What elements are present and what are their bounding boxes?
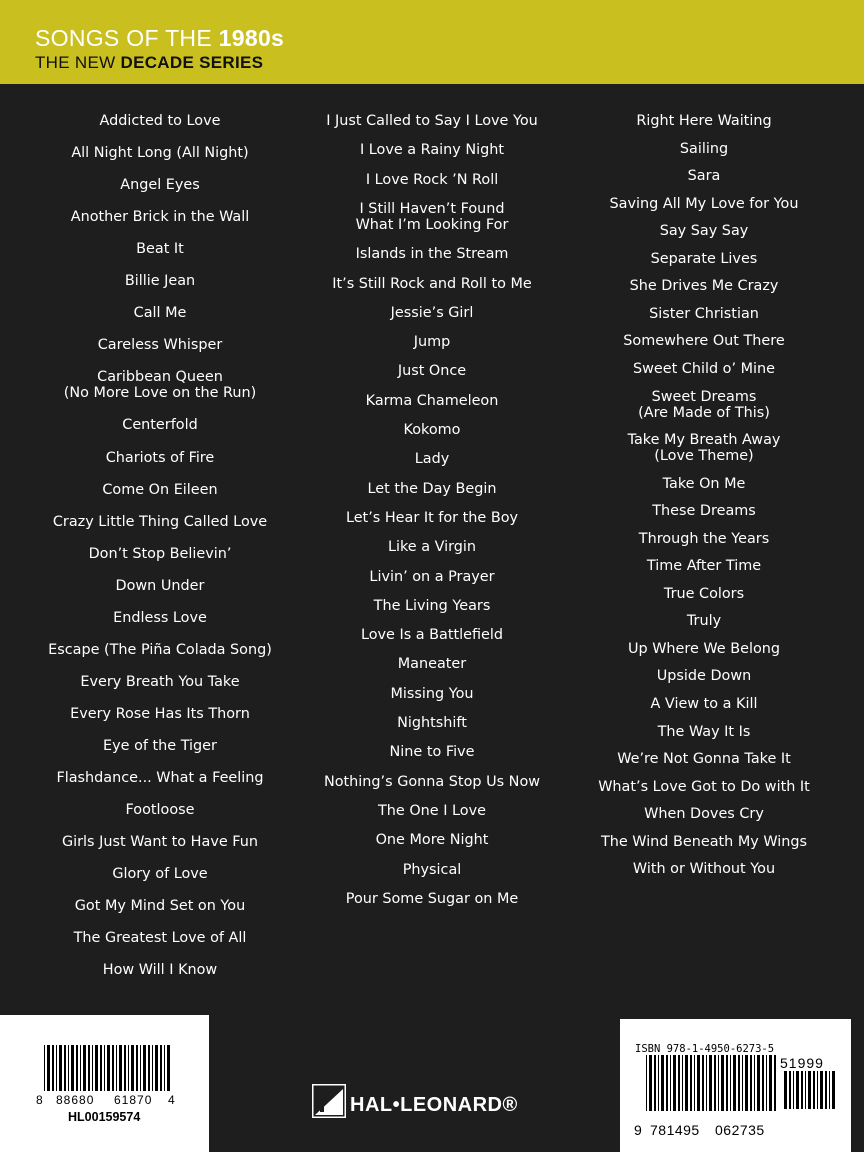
song-title (568, 333, 840, 349)
song-title-line: One More Night (375, 832, 489, 849)
song-title-line: Flashdance... What a Feeling (56, 770, 264, 786)
isbn-right-digits: 062735 (715, 1122, 765, 1138)
song-title-line: Addicted to Love (99, 113, 221, 129)
song-title (568, 586, 840, 602)
song-title (296, 803, 568, 819)
song-title (24, 642, 296, 658)
song-title-line: I Still Haven’t Found (359, 200, 505, 217)
song-title (568, 361, 840, 377)
song-title-line: We’re Not Gonna Take It (617, 751, 791, 768)
song-title-line: Lady (414, 451, 450, 468)
song-title (296, 201, 568, 233)
song-title-line: Another Brick in the Wall (70, 209, 250, 226)
song-title (568, 668, 840, 684)
song-title-line: Physical (402, 861, 462, 878)
song-title-line: Nine to Five (389, 744, 475, 761)
song-title (568, 834, 840, 850)
publisher-logo (312, 1084, 572, 1118)
song-title (296, 832, 568, 848)
song-title-line: The Wind Beneath My Wings (600, 833, 808, 850)
song-title-line: Up Where We Belong (627, 640, 781, 657)
song-title-line: Crazy Little Thing Called Love (52, 513, 268, 530)
song-title (568, 779, 840, 795)
song-title (296, 569, 568, 585)
song-title (296, 598, 568, 614)
isbn-left-digits: 781495 (650, 1122, 700, 1138)
song-title (24, 930, 296, 946)
price-barcode (784, 1071, 836, 1109)
publisher-name: HAL•LEONARD® (350, 1094, 518, 1116)
song-title-line: Billie Jean (124, 273, 196, 290)
song-title (24, 482, 296, 498)
song-title-line: Livin’ on a Prayer (369, 568, 495, 585)
song-title-line: Sweet Dreams (651, 388, 757, 405)
song-title-line: Just Once (397, 363, 467, 380)
song-title-line: I Just Called to Say I Love You (326, 113, 538, 129)
isbn-lead-digit: 9 (634, 1122, 643, 1138)
song-title-line: Maneater (397, 656, 467, 673)
song-subtitle-line: (Are Made of This) (638, 404, 770, 421)
song-title-line: Upside Down (656, 668, 752, 685)
song-title-line: The One I Love (378, 802, 486, 819)
song-title-line: With or Without You (632, 861, 776, 878)
song-title (24, 866, 296, 882)
song-title-line: These Dreams (652, 503, 756, 520)
song-title-line: Somewhere Out There (623, 333, 785, 350)
song-title (24, 610, 296, 626)
song-title (296, 422, 568, 438)
song-title-line: What’s Love Got to Do with It (598, 778, 810, 795)
song-title-line: Love Is a Battlefield (360, 627, 504, 644)
song-title-line: Jessie’s Girl (390, 304, 474, 321)
upc-left-digits: 88680 (56, 1093, 95, 1107)
song-title (24, 145, 296, 161)
song-title (296, 686, 568, 702)
song-title-line: Centerfold (122, 417, 198, 434)
song-title (568, 432, 840, 464)
song-title (568, 389, 840, 421)
song-title (568, 168, 840, 184)
song-title-line: Islands in the Stream (355, 246, 509, 263)
song-title (296, 451, 568, 467)
song-title (296, 774, 568, 790)
song-title-line: Take On Me (662, 475, 746, 492)
song-title-line: Eye of the Tiger (103, 737, 217, 754)
song-title-line: She Drives Me Crazy (629, 278, 779, 295)
song-title (568, 306, 840, 322)
song-title (296, 539, 568, 555)
song-title-line: I Love Rock ’N Roll (365, 171, 499, 188)
song-title-line: Every Rose Has Its Thorn (70, 705, 250, 722)
song-title (568, 751, 840, 767)
song-title (296, 172, 568, 188)
song-title-line: A View to a Kill (650, 696, 758, 712)
upc-lead-digit: 8 (36, 1093, 43, 1107)
song-title (24, 834, 296, 850)
song-title (296, 334, 568, 350)
song-title-line: Nothing’s Gonna Stop Us Now (323, 773, 541, 790)
song-title (24, 738, 296, 754)
song-title (24, 706, 296, 722)
song-title (568, 113, 840, 129)
song-title (568, 806, 840, 822)
product-code: HL00159574 (68, 1110, 141, 1124)
song-title-line: Truly (686, 613, 722, 630)
song-title-line: Through the Years (638, 530, 770, 547)
song-title (568, 861, 840, 877)
song-title (296, 715, 568, 731)
song-title (568, 558, 840, 574)
song-title-line: Come On Eileen (102, 481, 218, 498)
song-title-line: Sara (687, 168, 721, 185)
song-title-line: Say Say Say (659, 223, 749, 240)
song-title (296, 142, 568, 158)
song-title (296, 862, 568, 878)
song-title-line: Beat It (136, 241, 184, 258)
song-title-line: Missing You (390, 685, 474, 702)
song-title (296, 393, 568, 409)
song-title-line: Call Me (133, 305, 187, 322)
isbn-label: ISBN 978-1-4950-6273-5 (635, 1043, 775, 1055)
song-title (568, 278, 840, 294)
song-title (296, 891, 568, 907)
song-title-line: Glory of Love (112, 866, 208, 883)
song-title-line: It’s Still Rock and Roll to Me (332, 275, 532, 292)
song-title (296, 481, 568, 497)
song-title-line: Sweet Child o’ Mine (632, 360, 776, 377)
song-title-line: I Love a Rainy Night (359, 142, 505, 159)
song-title (24, 273, 296, 289)
song-title (24, 209, 296, 225)
song-title-line: When Doves Cry (644, 806, 764, 823)
song-title (24, 305, 296, 321)
song-title (24, 546, 296, 562)
song-title (24, 241, 296, 257)
song-title (568, 196, 840, 212)
song-title (296, 305, 568, 321)
song-title (24, 770, 296, 786)
song-title (296, 744, 568, 760)
song-title-line: Careless Whisper (97, 337, 223, 354)
song-title-line: Saving All My Love for You (609, 195, 799, 212)
song-title-line: Sailing (679, 140, 729, 157)
song-title-line: Take My Breath Away (627, 432, 781, 449)
song-title (296, 656, 568, 672)
song-title-line: Down Under (115, 577, 205, 594)
song-title-line: Escape (The Piña Colada Song) (48, 641, 272, 658)
song-title (24, 177, 296, 193)
song-title (568, 613, 840, 629)
song-title (568, 223, 840, 239)
upc-right-digits: 61870 (114, 1093, 153, 1107)
isbn-barcode-panel (620, 1019, 851, 1152)
song-title (568, 531, 840, 547)
song-title-line: Karma Chameleon (365, 392, 499, 409)
song-title-line: Jump (413, 334, 451, 351)
song-title-line: Let the Day Begin (367, 480, 497, 497)
song-title (568, 251, 840, 267)
song-title (24, 514, 296, 530)
song-title-line: Got My Mind Set on You (74, 898, 246, 915)
song-title-line: All Night Long (All Night) (71, 145, 249, 162)
song-title-line: Girls Just Want to Have Fun (61, 834, 258, 851)
song-title (568, 696, 840, 712)
song-title (296, 276, 568, 292)
title-banner (0, 0, 864, 84)
song-title (24, 369, 296, 401)
upc-barcode-panel (0, 1015, 209, 1152)
song-title-line: Footloose (125, 802, 195, 819)
song-subtitle-line: (No More Love on the Run) (63, 385, 257, 402)
song-title (568, 476, 840, 492)
song-title-line: Right Here Waiting (636, 113, 772, 129)
song-title (24, 578, 296, 594)
series-title: SONGS OF THE 1980s (35, 25, 285, 51)
song-title-line: Separate Lives (650, 250, 758, 267)
song-title-line: The Way It Is (657, 723, 751, 740)
song-title-line: Every Breath You Take (80, 673, 240, 690)
song-title-line: Nightshift (397, 715, 467, 731)
song-title (24, 898, 296, 914)
song-title-line: True Colors (663, 585, 745, 602)
song-title-line: Endless Love (113, 609, 207, 626)
song-subtitle-line: (Love Theme) (654, 448, 754, 465)
series-subtitle: THE NEW DECADE SERIES (35, 53, 264, 72)
song-title-line: Time After Time (646, 558, 762, 575)
song-title-line: Don’t Stop Believin’ (88, 545, 232, 562)
song-title (296, 627, 568, 643)
song-title-line: Caribbean Queen (97, 369, 223, 386)
song-title-line: Let’s Hear It for the Boy (345, 509, 519, 526)
isbn-barcode (646, 1055, 778, 1119)
price-code: 51999 (780, 1055, 824, 1071)
song-title (296, 246, 568, 262)
song-title (296, 363, 568, 379)
song-title (24, 417, 296, 433)
song-title-line: Chariots of Fire (105, 449, 215, 466)
song-title (24, 337, 296, 353)
song-title (24, 962, 296, 978)
hal-leonard-emblem-icon (312, 1084, 346, 1118)
song-title (24, 113, 296, 129)
song-title (296, 510, 568, 526)
song-title (296, 113, 568, 129)
song-title (24, 802, 296, 818)
song-title-line: Sister Christian (649, 305, 759, 322)
song-title-line: The Greatest Love of All (73, 930, 247, 947)
song-title-line: How Will I Know (102, 962, 218, 979)
song-title (568, 503, 840, 519)
song-title (24, 674, 296, 690)
song-title (568, 141, 840, 157)
song-title (568, 641, 840, 657)
song-title (568, 724, 840, 740)
song-title (24, 450, 296, 466)
upc-check-digit: 4 (168, 1093, 175, 1107)
song-title-line: Kokomo (403, 422, 461, 438)
song-title-line: Like a Virgin (387, 539, 477, 556)
song-title-line: The Living Years (373, 597, 491, 614)
song-subtitle-line: What I’m Looking For (355, 216, 509, 233)
song-title-line: Pour Some Sugar on Me (345, 890, 519, 907)
song-title-line: Angel Eyes (120, 177, 200, 194)
